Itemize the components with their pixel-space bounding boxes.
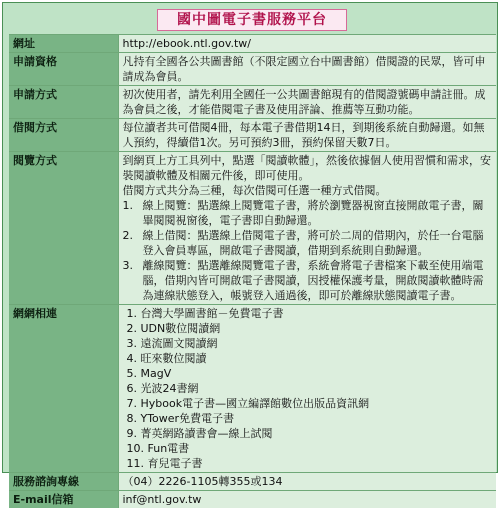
url-value[interactable]: http://ebook.ntl.gov.tw/: [118, 35, 496, 53]
link-item[interactable]: 1. 台灣大學圖書館－免費電子書: [123, 306, 493, 321]
link-item[interactable]: 9. 菁英網路讀書會—線上試閱: [123, 426, 493, 441]
hotline-value: （04）2226-1105轉355或134: [118, 473, 496, 491]
email-label: E-mail信箱: [9, 491, 118, 508]
row-reading: [9, 152, 496, 305]
reading-mode-number: 3.: [123, 258, 143, 303]
service-table-frame: [2, 2, 498, 473]
url-label: 網址: [9, 35, 118, 53]
method-value: 初次使用者，請先利用全國任一公共圖書館現有的借閱證號碼申請註冊。成為會員之後，才能借閱電子書及使用評論、推薦等互動功能。: [118, 86, 496, 119]
link-item[interactable]: 7. Hybook電子書—國立編譯館數位出版品資訊網: [123, 396, 493, 411]
link-item[interactable]: 10. Fun電書: [123, 441, 493, 456]
row-qualification: [9, 53, 496, 86]
links-value: [118, 305, 496, 473]
reading-intro: 到網頁上方工具列中，點選「閱讀軟體」，然後依據個人使用習慣和需求，安裝閱讀軟體及相關元件後，即可使用。: [123, 153, 493, 183]
link-item[interactable]: 2. UDN數位閱讀網: [123, 321, 493, 336]
reading-mode-number: 2.: [123, 228, 143, 258]
rules-label: 借閱方式: [9, 119, 118, 152]
link-item[interactable]: 5. MagV: [123, 366, 493, 381]
reading-mode-item: [123, 198, 493, 228]
link-item[interactable]: 6. 光波24書網: [123, 381, 493, 396]
links-label: 網網相連: [9, 305, 118, 473]
link-item[interactable]: 11. 育兒電子書: [123, 456, 493, 471]
hotline-label: 服務諮詢專線: [9, 473, 118, 491]
row-method: [9, 86, 496, 119]
method-label: 申請方式: [9, 86, 118, 119]
link-item[interactable]: 3. 遠流圖文閱讀網: [123, 336, 493, 351]
email-value[interactable]: inf@ntl.gov.tw: [118, 491, 496, 508]
link-item[interactable]: 4. 旺來數位閱讀: [123, 351, 493, 366]
reading-mode-text: 離線閱覽：點選離線閱覽電子書，系統會將電子書檔案下載至使用端電腦，借期內皆可開啟電子書閱讀，因授權保護考量，開啟閱讀軟體時需為連線狀態登入，帳號登入通過後，即可於離線狀態閱讀電子書。: [143, 258, 493, 303]
reading-mode-number: 1.: [123, 198, 143, 228]
row-rules: [9, 119, 496, 152]
link-item[interactable]: 8. YTower免費電子書: [123, 411, 493, 426]
qualification-value: 凡持有全國各公共圖書館（不限定國立台中圖書館）借閱證的民眾，皆可申請成為會員。: [118, 53, 496, 86]
row-email: [9, 491, 496, 508]
reading-modes-intro: 借閱方式共分為三種，每次借閱可任選一種方式借閱。: [123, 183, 493, 198]
row-url: [9, 35, 496, 53]
reading-value: [118, 152, 496, 305]
row-hotline: [9, 473, 496, 491]
service-info-table: [9, 34, 496, 508]
row-links: [9, 305, 496, 473]
page-title: 國中圖電子書服務平台: [157, 9, 347, 31]
reading-mode-text: 線上借閱：點選線上借閱電子書，將可於二周的借期內，於任一台電腦登入會員專區，開啟電子書閱讀，借期到系統則自動歸還。: [143, 228, 493, 258]
reading-mode-item: [123, 228, 493, 258]
rules-value: 每位讀者共可借閱4冊，每本電子書借期14日，到期後系統自動歸還。如無人預約，得續借1次。另可預約3冊，預約保留天數7日。: [118, 119, 496, 152]
reading-label: 閱覽方式: [9, 152, 118, 305]
qualification-label: 申請資格: [9, 53, 118, 86]
reading-mode-item: [123, 258, 493, 303]
reading-mode-text: 線上閱覽：點選線上閱覽電子書，將於瀏覽器視窗直接開啟電子書，關畢閱閱視窗後，電子書即自動歸還。: [143, 198, 493, 228]
